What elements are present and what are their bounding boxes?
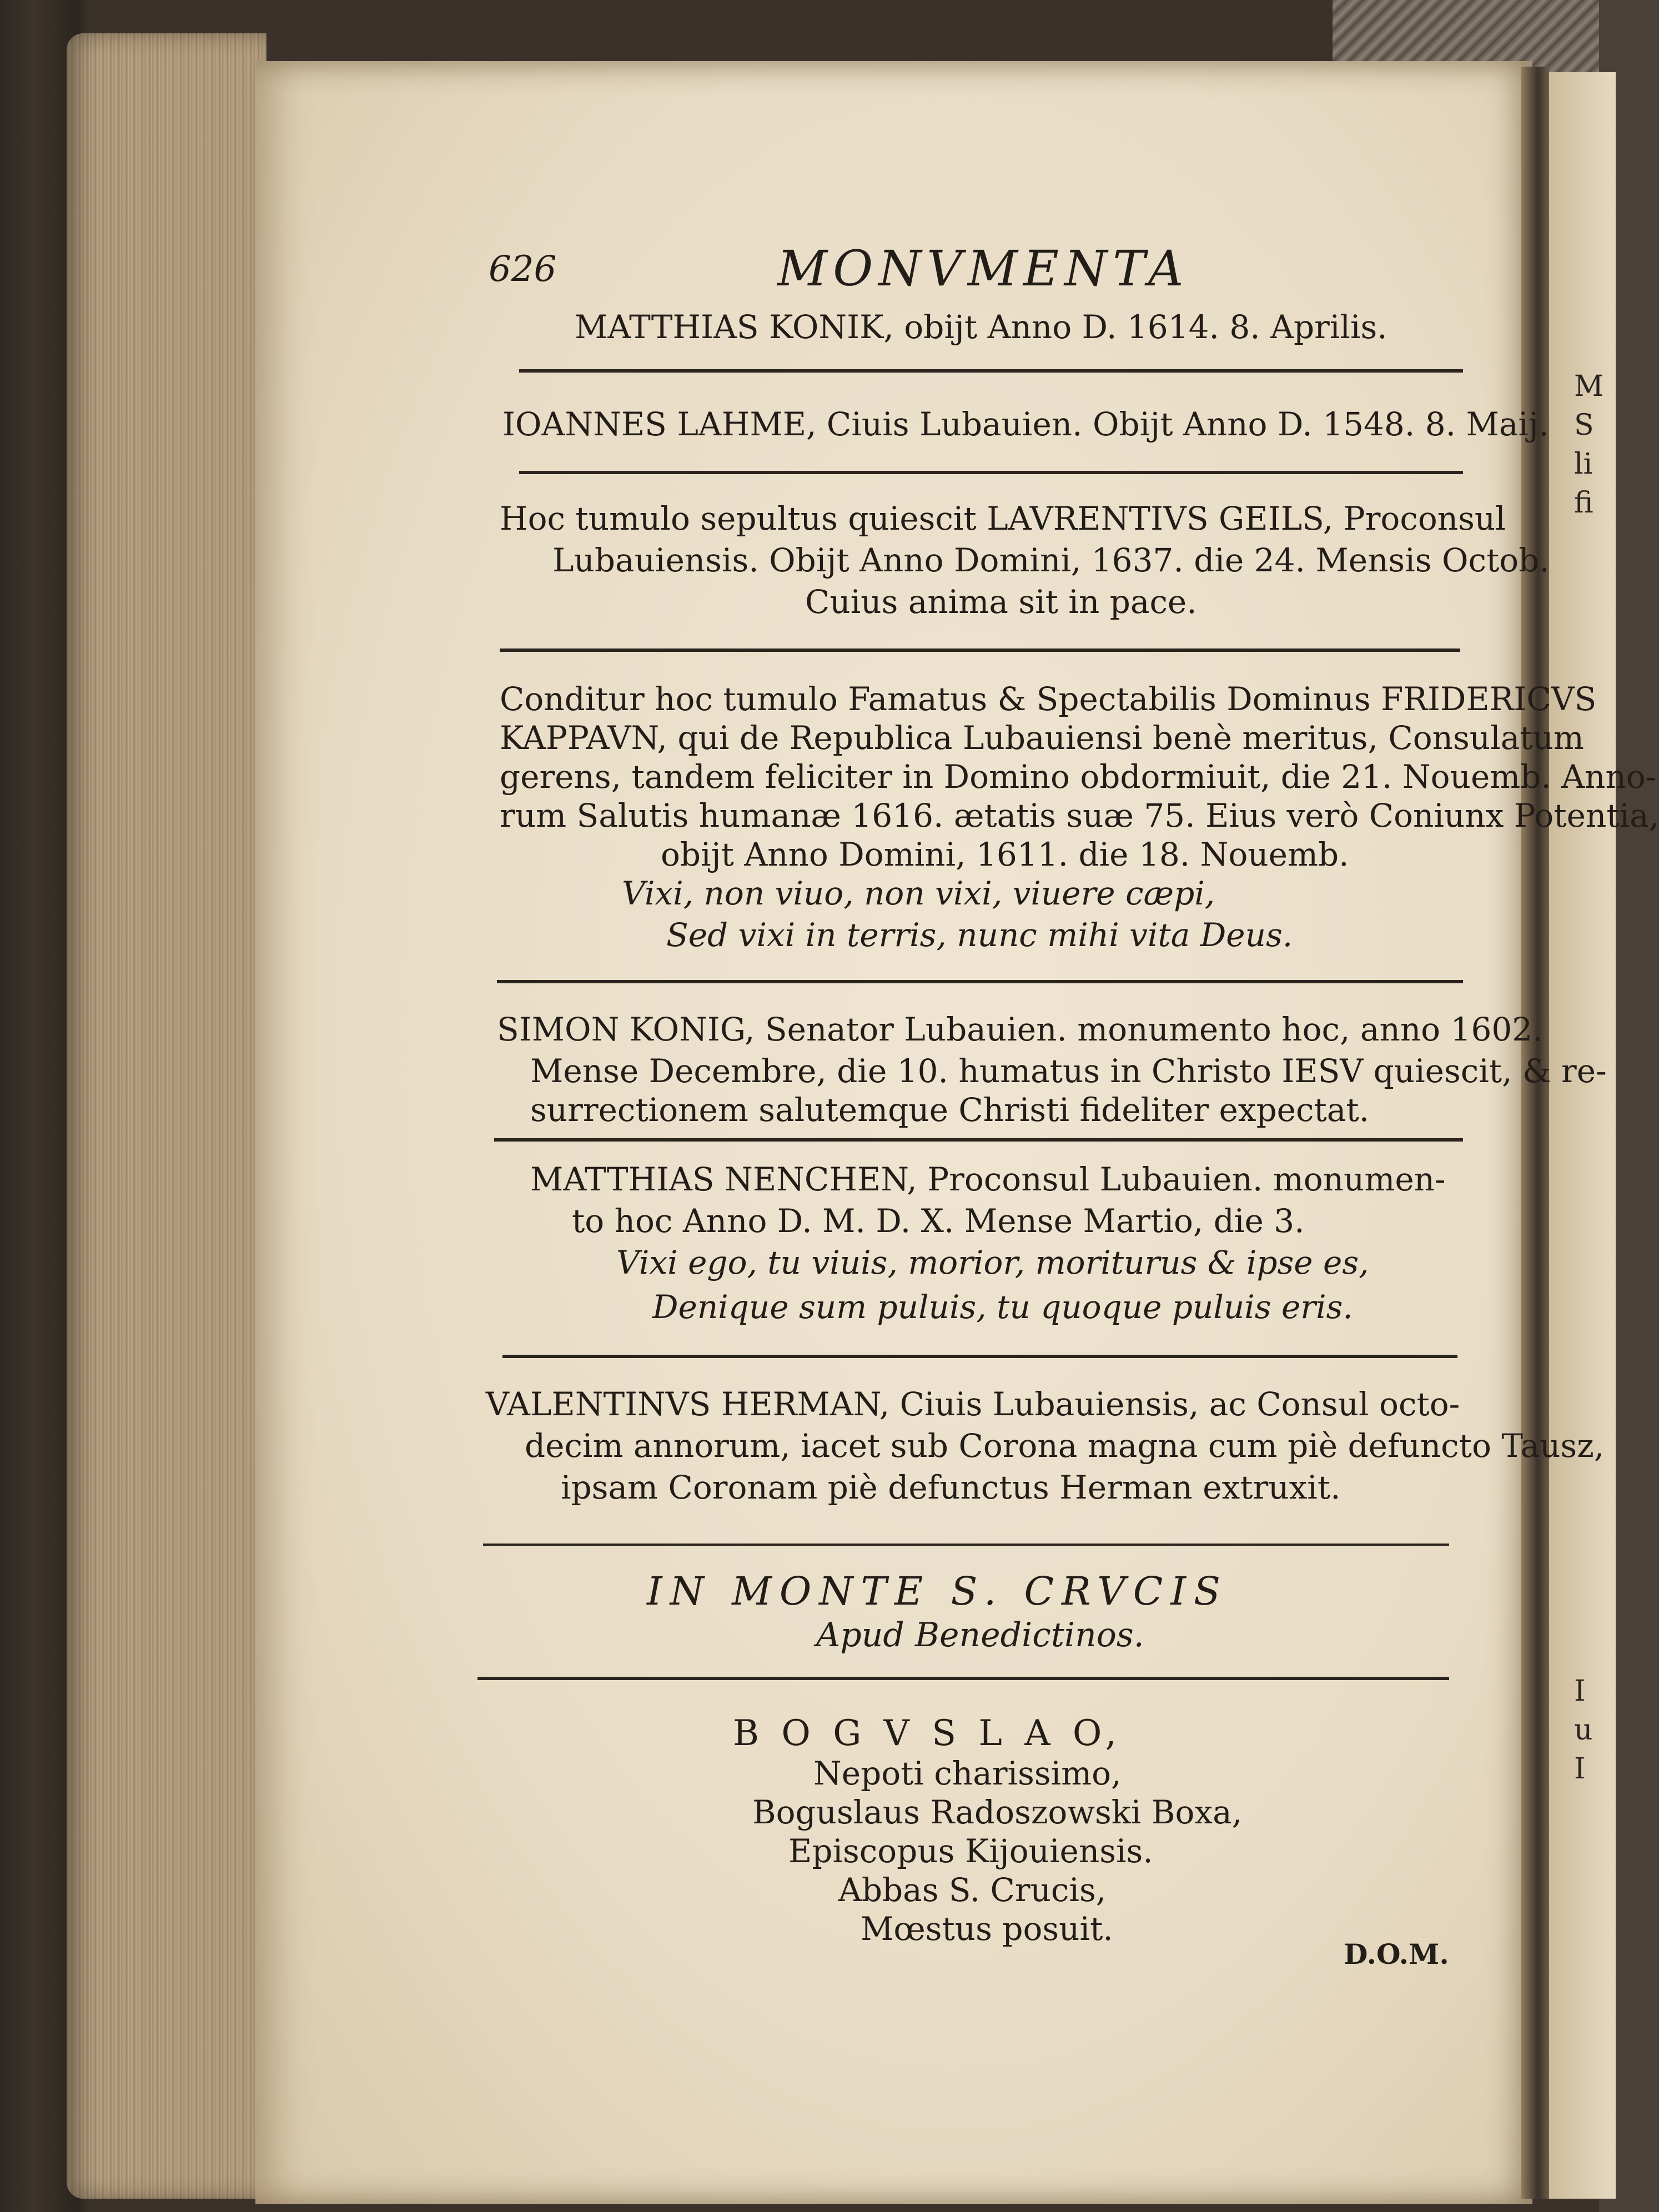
page-edges	[67, 33, 267, 2199]
entry-line: Hoc tumulo sepultus quiescit LAVRENTIVS GEILS, Proconsul	[500, 500, 1506, 537]
dedication-line: Abbas S. Crucis,	[838, 1871, 1107, 1909]
entry-line: obijt Anno Domini, 1611. die 18. Nouemb.	[661, 836, 1349, 873]
divider	[494, 1138, 1463, 1142]
divider	[519, 369, 1463, 373]
dedication-line: Boguslaus Radoszowski Boxa,	[752, 1793, 1243, 1831]
entry-line: SIMON KONIG, Senator Lubauien. monumento hoc, anno 1602.	[497, 1011, 1543, 1048]
entry-line: surrectionem salutemque Christi fideliter expectat.	[530, 1091, 1370, 1129]
dedication-line: B O G V S L A O,	[733, 1713, 1122, 1754]
dedication-line: Nepoti charissimo,	[813, 1754, 1122, 1792]
divider	[500, 648, 1460, 652]
dedication-line: Episcopus Kijouiensis.	[788, 1832, 1153, 1870]
divider	[519, 471, 1463, 474]
facing-letter: S	[1574, 409, 1594, 442]
facing-letter: I	[1574, 1675, 1586, 1708]
divider	[497, 980, 1463, 983]
facing-letter: I	[1574, 1752, 1586, 1786]
closing-mark: D.O.M.	[1344, 1938, 1449, 1970]
facing-letter: u	[1574, 1713, 1593, 1747]
entry-line: rum Salutis humanæ 1616. ætatis suæ 75. Eius verò Coniunx Potentia,	[500, 797, 1659, 834]
entry-line: MATTHIAS NENCHEN, Proconsul Lubauien. monumen-	[530, 1160, 1446, 1198]
section-subtitle: Apud Benedictinos.	[816, 1616, 1144, 1655]
entry-line: gerens, tandem feliciter in Domino obdormiuit, die 21. Nouemb. Anno-	[500, 758, 1657, 796]
entry-line: IOANNES LAHME, Ciuis Lubauien. Obijt Anno D. 1548. 8. Maij.	[502, 405, 1549, 443]
entry-line: KAPPAVN, qui de Republica Lubauiensi benè meritus, Consulatum	[500, 719, 1584, 757]
entry-line: Conditur hoc tumulo Famatus & Spectabilis Dominus FRIDERICVS	[500, 680, 1597, 718]
entry-line: decim annorum, iacet sub Corona magna cum piè defuncto Tausz,	[525, 1427, 1605, 1465]
facing-letter: M	[1574, 370, 1604, 403]
book-gutter	[1521, 67, 1549, 2199]
verse-line: Vixi ego, tu viuis, morior, moriturus & ipse es,	[616, 1244, 1369, 1281]
entry-line: ipsam Coronam piè defunctus Herman extruxit.	[561, 1469, 1341, 1506]
divider	[477, 1677, 1449, 1680]
entry-line: to hoc Anno D. M. D. X. Mense Martio, die 3.	[572, 1202, 1305, 1240]
entry-line: Cuius anima sit in pace.	[805, 583, 1197, 621]
running-head: MONVMENTA	[777, 240, 1189, 297]
entry-line: Mense Decembre, die 10. humatus in Christo IESV quiescit, & re-	[530, 1052, 1607, 1090]
facing-letter: li	[1574, 448, 1593, 481]
verse-line: Sed vixi in terris, nunc mihi vita Deus.	[666, 916, 1293, 954]
verse-line: Denique sum puluis, tu quoque puluis eris.	[652, 1288, 1353, 1326]
divider	[483, 1544, 1449, 1546]
entry-line: Lubauiensis. Obijt Anno Domini, 1637. die 24. Mensis Octob.	[552, 541, 1550, 579]
verse-line: Vixi, non viuo, non vixi, viuere cæpi,	[622, 874, 1215, 912]
divider	[502, 1355, 1457, 1358]
dedication-line: Mœstus posuit.	[861, 1910, 1113, 1948]
section-title: IN MONTE S. CRVCIS	[647, 1568, 1228, 1614]
entry-line: MATTHIAS KONIK, obijt Anno D. 1614. 8. Aprilis.	[575, 308, 1387, 346]
page-number: 626	[489, 249, 557, 290]
facing-letter: fi	[1574, 486, 1593, 520]
entry-line: VALENTINVS HERMAN, Ciuis Lubauiensis, ac Consul octo-	[486, 1385, 1460, 1423]
